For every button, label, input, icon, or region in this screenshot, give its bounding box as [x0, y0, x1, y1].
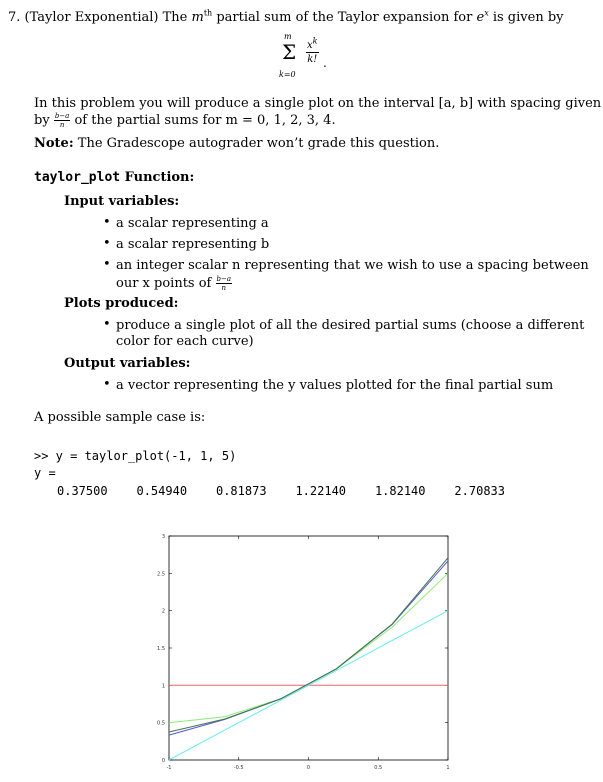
problem-intro: 7. (Taylor Exponential) The $m^{th}$ partial sum of the Taylor expansion for $e^x$ is given by: [8, 8, 564, 25]
y-tick-label: 1: [161, 683, 165, 690]
inputs-heading: Input variables:: [64, 194, 180, 209]
sample-result-label: y =: [34, 466, 56, 480]
y-tick-label: 1.5: [157, 646, 165, 652]
plots-heading: Plots produced:: [64, 296, 179, 311]
x-tick-label: -1: [166, 765, 172, 771]
bullet-icon: •: [103, 377, 111, 392]
spacing-fraction: $\frac{b-a}{n}$: [216, 275, 232, 292]
taylor-partial-sums-chart: [0, 522, 603, 782]
y-tick-label: 2: [161, 608, 165, 615]
sum-lower-limit: k=0: [279, 70, 296, 79]
problem-title: (Taylor Exponential): [24, 10, 159, 25]
paragraph-line-2: by $\frac{b-a}{n}$ of the partial sums for m = 0, 1, 2, 3, 4.: [34, 112, 336, 129]
plot-item-line-1: produce a single plot of all the desired partial sums (choose a different: [116, 318, 585, 333]
bullet-icon: •: [103, 317, 111, 332]
spacing-fraction: $\frac{b-a}{n}$: [54, 112, 70, 129]
plot-area: [169, 536, 448, 760]
y-tick-label: 0: [161, 758, 165, 764]
y-tick-label: 2.5: [157, 571, 165, 578]
outputs-heading: Output variables:: [64, 356, 191, 371]
sigma-symbol: Σ: [282, 40, 297, 64]
bullet-icon: •: [103, 215, 111, 230]
input-item-a: a scalar representing a: [116, 216, 269, 231]
input-item-n: an integer scalar n representing that we wish to use a spacing between: [116, 258, 589, 273]
paragraph-line-1: In this problem you will produce a single plot on the interval [a, b] with spacing given: [34, 96, 602, 111]
y-tick-label: 0.5: [157, 720, 165, 727]
taylor-sum-formula: m Σ k=0 $\frac{x^k}{k!}$ .: [279, 32, 327, 79]
input-item-b: a scalar representing b: [116, 237, 270, 252]
output-item: a vector representing the y values plotted for the final partial sum: [116, 378, 554, 393]
y-tick-label: 3: [161, 534, 165, 540]
x-tick-label: 1: [446, 765, 450, 771]
sample-command: >> y = taylor_plot(-1, 1, 5): [34, 449, 237, 463]
problem-number: 7.: [8, 10, 21, 25]
x-tick-label: -0.5: [233, 765, 244, 771]
x-tick-label: 0.5: [374, 765, 383, 771]
bullet-icon: •: [103, 257, 111, 272]
sample-intro: A possible sample case is:: [34, 410, 206, 425]
plot-item-line-2: color for each curve): [116, 334, 254, 349]
input-item-n-cont: our x points of $\frac{b-a}{n}$: [116, 275, 232, 292]
sample-result-values: 0.37500 0.54940 0.81873 1.22140 1.82140 2.70833: [57, 484, 505, 498]
note: Note: The Gradescope autograder won’t grade this question.: [34, 136, 440, 151]
sum-upper-limit: m: [284, 32, 292, 41]
function-heading: taylor_plot Function:: [34, 170, 195, 185]
bullet-icon: •: [103, 236, 111, 251]
x-tick-label: 0: [306, 765, 311, 771]
